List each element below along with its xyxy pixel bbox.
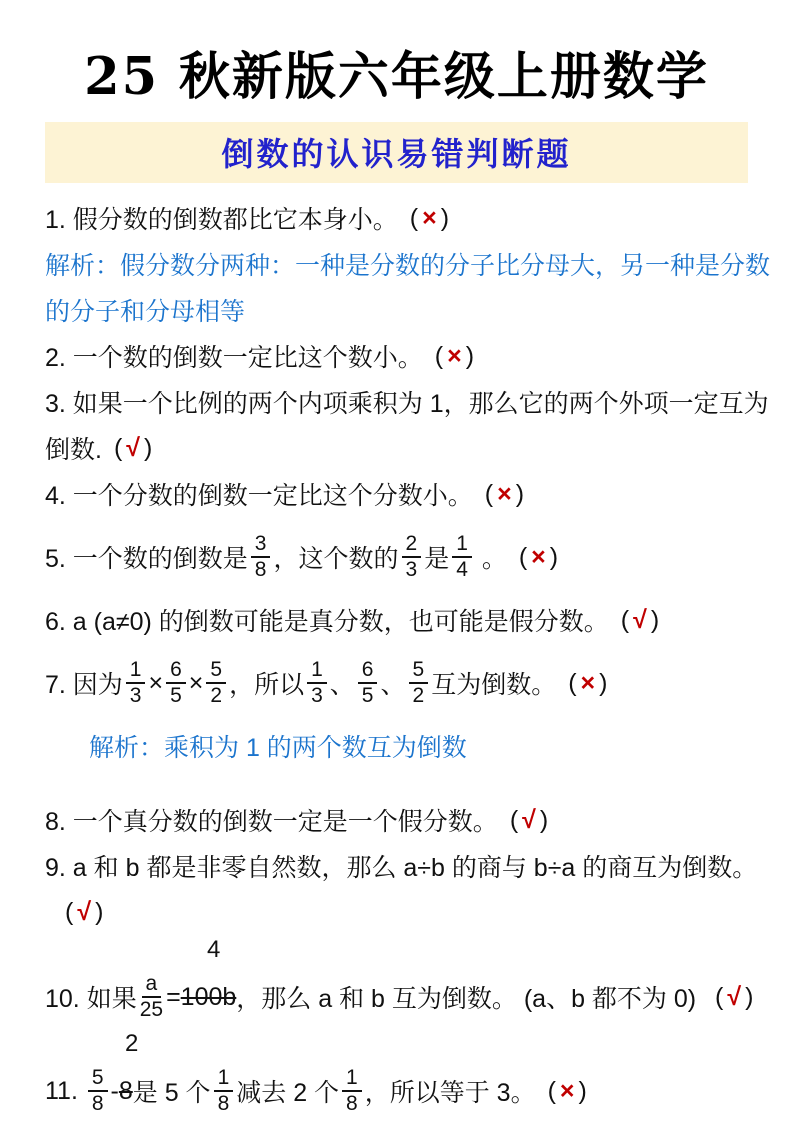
fraction-denominator: 4	[456, 558, 468, 581]
fraction	[342, 1067, 362, 1115]
paren-close: )	[539, 805, 551, 834]
check-icon: √	[77, 897, 94, 926]
fraction-denominator: 8	[346, 1092, 358, 1115]
paren-close: )	[144, 433, 155, 462]
cross-icon: ×	[559, 1076, 577, 1105]
fraction-denominator: 8	[254, 558, 267, 581]
text-run: ×	[148, 668, 164, 697]
paren-close: )	[95, 897, 106, 926]
question-9-line-1	[45, 843, 758, 889]
text-run: =	[166, 982, 181, 1011]
fraction	[402, 533, 422, 581]
text-run: 互为倒数。	[431, 671, 557, 699]
cross-icon: ×	[422, 203, 439, 232]
page-title: 25 秋新版六年级上册数学	[84, 47, 709, 107]
fraction-numerator: 3	[251, 533, 271, 558]
question-4	[45, 471, 748, 517]
paren-open: (	[568, 668, 579, 697]
wrong-mark	[485, 480, 526, 509]
text-run: ×	[188, 668, 204, 697]
question-1	[45, 195, 748, 241]
cross-icon: ×	[497, 479, 514, 508]
text-run: 1. 假分数的倒数都比它本身小。	[45, 206, 398, 234]
fraction	[166, 659, 186, 707]
paren-open: (	[409, 203, 421, 232]
question-7	[45, 643, 748, 723]
text-run: 倒数.	[45, 436, 102, 464]
question-11	[45, 1059, 748, 1123]
text-run: 。	[474, 545, 507, 573]
spacer	[45, 769, 748, 797]
fraction	[126, 659, 146, 707]
text-run: -	[110, 1076, 119, 1105]
paren-close: )	[515, 479, 527, 508]
analysis-1-line-1	[45, 241, 771, 287]
check-icon: √	[633, 605, 649, 634]
text-run: 4. 一个分数的倒数一定比这个分数小。	[45, 482, 473, 510]
fraction	[409, 659, 429, 707]
text-run: 9. a 和 b 都是非零自然数，那么 a÷b 的商与 b÷a 的商互为倒数。	[45, 854, 758, 882]
fraction-numerator: 6	[358, 659, 378, 684]
question-6	[45, 597, 748, 643]
text-run: 的分子和分母相等	[45, 298, 246, 326]
correct-mark	[715, 983, 755, 1012]
text-run: 11.	[45, 1076, 85, 1105]
text-run: ，所以等于 3。	[364, 1079, 536, 1107]
fraction-denominator: 3	[405, 558, 418, 581]
text-run: 6. a (a≠0) 的倒数可能是真分数，也可能是假分数。	[45, 608, 609, 636]
wrong-mark	[548, 1077, 589, 1106]
paren-close: )	[650, 605, 662, 634]
page-subtitle: 倒数的认识易错判断题	[221, 136, 572, 172]
paren-close: )	[599, 668, 610, 697]
correct-mark	[510, 806, 550, 835]
paren-open: (	[484, 479, 496, 508]
paren-open: (	[434, 341, 446, 370]
text-run: 解析：乘积为 1 的两个数互为倒数	[89, 734, 467, 762]
text-run: 3. 如果一个比例的两个内项乘积为 1，那么它的两个外项一定互为	[45, 390, 769, 418]
text-run: ，那么 a 和 b 互为倒数。 (a、b 都不为 0)	[236, 985, 704, 1013]
text-run: 减去 2 个	[236, 1079, 340, 1107]
paren-open: (	[65, 897, 76, 926]
text-run: 是 5 个	[132, 1079, 211, 1107]
paren-close: )	[549, 542, 561, 571]
wrong-mark	[568, 669, 609, 698]
fraction-numerator: 5	[409, 659, 429, 684]
paren-open: (	[518, 542, 530, 571]
correct-mark	[621, 606, 661, 635]
fraction-denominator: 2	[210, 684, 223, 707]
text-run: 、	[329, 671, 355, 699]
fraction-numerator: 5	[88, 1067, 108, 1092]
fraction	[307, 659, 327, 707]
paren-close: )	[440, 203, 452, 232]
check-icon: √	[522, 805, 538, 834]
wrong-mark	[519, 543, 560, 572]
correct-mark	[65, 898, 105, 927]
fraction-denominator: 8	[91, 1092, 104, 1115]
cross-icon: ×	[531, 542, 548, 571]
paren-close: )	[745, 982, 756, 1011]
wrong-mark	[435, 342, 476, 371]
fraction	[140, 973, 163, 1021]
fraction-denominator: 5	[170, 684, 182, 707]
analysis-2	[45, 723, 748, 769]
question-8	[45, 797, 748, 843]
text-run: 8. 一个真分数的倒数一定是一个假分数。	[45, 808, 498, 836]
fraction-denominator: 3	[311, 684, 323, 707]
paren-close: )	[465, 341, 477, 370]
subtitle-band	[45, 122, 748, 183]
cross-icon: ×	[580, 668, 598, 697]
fraction-numerator: 1	[126, 659, 146, 684]
fraction-denominator: 25	[139, 998, 164, 1021]
fraction-numerator: 2	[402, 533, 422, 558]
fraction	[452, 533, 472, 581]
fraction-numerator: 1	[307, 659, 327, 684]
question-5	[45, 517, 748, 597]
text-run: 7. 因为	[45, 671, 123, 699]
paren-open: (	[620, 605, 632, 634]
struck-text: 100b	[180, 982, 237, 1011]
text-run: 5. 一个数的倒数是	[45, 545, 248, 573]
check-icon: √	[126, 433, 143, 462]
fraction-denominator: 5	[361, 684, 374, 707]
text-run: ，所以	[229, 671, 305, 699]
question-3-line-2	[45, 425, 748, 471]
fraction-numerator: 1	[342, 1067, 362, 1092]
text-run: 解析：假分数分两种：一种是分数的分子比分母大，另一种是分数	[45, 252, 771, 280]
fraction-numerator: 6	[166, 659, 186, 684]
text-run: 是	[424, 545, 450, 573]
struck-text: 8	[118, 1076, 133, 1105]
text-run: 4	[207, 936, 221, 963]
fraction-denominator: 2	[412, 684, 425, 707]
cross-icon: ×	[447, 341, 464, 370]
fraction	[358, 659, 378, 707]
text-run: 10. 如果	[45, 985, 137, 1013]
fraction	[206, 659, 226, 707]
text-run: 2. 一个数的倒数一定比这个数小。	[45, 344, 423, 372]
fraction	[251, 533, 271, 581]
paren-open: (	[715, 982, 726, 1011]
correct-mark	[114, 434, 154, 463]
text-run: 2	[125, 1030, 139, 1057]
paren-open: (	[547, 1076, 558, 1105]
text-run: 、	[380, 671, 406, 699]
fraction	[214, 1067, 234, 1115]
content	[45, 195, 771, 1123]
question-10	[45, 965, 756, 1029]
fraction-denominator: 8	[217, 1092, 230, 1115]
question-3-line-1	[45, 379, 769, 425]
fraction-numerator: 5	[206, 659, 226, 684]
paren-close: )	[578, 1076, 589, 1105]
question-11-floating-numeral	[45, 1029, 748, 1059]
question-9-line-2	[45, 889, 748, 935]
paren-open: (	[509, 805, 521, 834]
wrong-mark	[410, 204, 451, 233]
question-10-floating-numeral	[45, 935, 748, 965]
text-run: ，这个数的	[273, 545, 399, 573]
check-icon: √	[727, 982, 744, 1011]
fraction-numerator: 1	[214, 1067, 234, 1092]
fraction-denominator: 3	[129, 684, 142, 707]
question-2	[45, 333, 748, 379]
paren-open: (	[113, 433, 125, 462]
fraction	[88, 1067, 108, 1115]
fraction-numerator: a	[142, 973, 162, 998]
analysis-1-line-2	[45, 287, 748, 333]
fraction-numerator: 1	[452, 533, 472, 558]
